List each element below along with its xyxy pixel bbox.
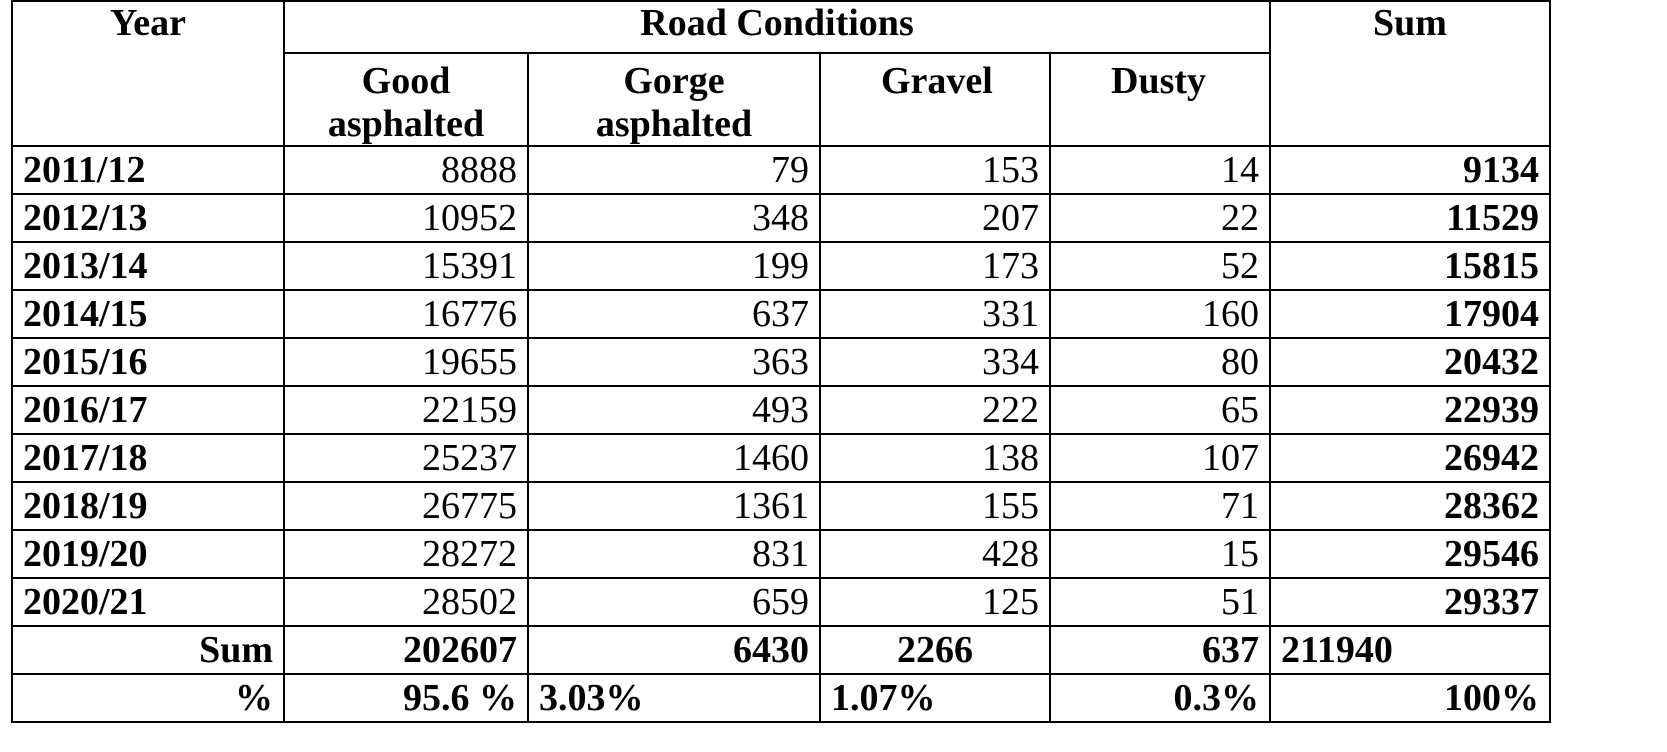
value-cell: 173 (820, 242, 1050, 290)
table-row (12, 482, 1550, 530)
value-cell: 65 (1050, 386, 1270, 434)
year-cell: 2020/21 (12, 578, 284, 626)
value-cell: 160 (1050, 290, 1270, 338)
gorge-asphalted-header: Gorge asphalted (528, 53, 820, 146)
value-cell: 51 (1050, 578, 1270, 626)
table-row (12, 338, 1550, 386)
totals-row (12, 626, 1550, 674)
value-cell: 348 (528, 194, 820, 242)
year-cell: 2011/12 (12, 146, 284, 194)
value-cell: 71 (1050, 482, 1270, 530)
row-sum-cell: 22939 (1270, 386, 1550, 434)
value-cell: 28502 (284, 578, 528, 626)
road-conditions-header: Road Conditions (284, 1, 1270, 53)
dusty-header: Dusty (1050, 53, 1270, 146)
value-cell: 659 (528, 578, 820, 626)
value-cell: 79 (528, 146, 820, 194)
value-cell: 1460 (528, 434, 820, 482)
value-cell: 138 (820, 434, 1050, 482)
value-cell: 8888 (284, 146, 528, 194)
value-cell: 107 (1050, 434, 1270, 482)
value-cell: 19655 (284, 338, 528, 386)
row-sum-cell: 17904 (1270, 290, 1550, 338)
header-row (12, 1, 1550, 53)
year-cell: 2017/18 (12, 434, 284, 482)
value-cell: 28272 (284, 530, 528, 578)
good-asphalted-header: Good asphalted (284, 53, 528, 146)
percent-total-cell: 100% (1270, 674, 1550, 722)
year-cell: 2018/19 (12, 482, 284, 530)
road-conditions-table (11, 0, 1551, 723)
value-cell: 52 (1050, 242, 1270, 290)
year-cell: 2012/13 (12, 194, 284, 242)
table-row (12, 290, 1550, 338)
row-sum-cell: 29546 (1270, 530, 1550, 578)
value-cell: 80 (1050, 338, 1270, 386)
value-cell: 222 (820, 386, 1050, 434)
value-cell: 125 (820, 578, 1050, 626)
value-cell: 199 (528, 242, 820, 290)
total-cell: 202607 (284, 626, 528, 674)
value-cell: 10952 (284, 194, 528, 242)
value-cell: 22159 (284, 386, 528, 434)
value-cell: 25237 (284, 434, 528, 482)
percent-label: % (12, 674, 284, 722)
value-cell: 207 (820, 194, 1050, 242)
value-cell: 155 (820, 482, 1050, 530)
row-sum-cell: 9134 (1270, 146, 1550, 194)
row-sum-cell: 29337 (1270, 578, 1550, 626)
value-cell: 331 (820, 290, 1050, 338)
percent-row (12, 674, 1550, 722)
value-cell: 26775 (284, 482, 528, 530)
totals-label: Sum (12, 626, 284, 674)
value-cell: 637 (528, 290, 820, 338)
value-cell: 15 (1050, 530, 1270, 578)
row-sum-cell: 28362 (1270, 482, 1550, 530)
year-cell: 2019/20 (12, 530, 284, 578)
percent-cell: 3.03% (528, 674, 820, 722)
table-row (12, 194, 1550, 242)
value-cell: 1361 (528, 482, 820, 530)
value-cell: 153 (820, 146, 1050, 194)
row-sum-cell: 15815 (1270, 242, 1550, 290)
year-cell: 2016/17 (12, 386, 284, 434)
row-sum-cell: 20432 (1270, 338, 1550, 386)
row-sum-cell: 26942 (1270, 434, 1550, 482)
grand-total-cell: 211940 (1270, 626, 1550, 674)
percent-cell: 95.6 % (284, 674, 528, 722)
total-cell: 6430 (528, 626, 820, 674)
table-row (12, 530, 1550, 578)
percent-cell: 1.07% (820, 674, 1050, 722)
sum-header: Sum (1270, 1, 1550, 146)
value-cell: 493 (528, 386, 820, 434)
value-cell: 22 (1050, 194, 1270, 242)
total-cell: 2266 (820, 626, 1050, 674)
year-cell: 2015/16 (12, 338, 284, 386)
year-cell: 2013/14 (12, 242, 284, 290)
value-cell: 363 (528, 338, 820, 386)
table-row (12, 146, 1550, 194)
row-sum-cell: 11529 (1270, 194, 1550, 242)
year-header: Year (12, 1, 284, 146)
table-row (12, 386, 1550, 434)
value-cell: 428 (820, 530, 1050, 578)
table-row (12, 434, 1550, 482)
percent-cell: 0.3% (1050, 674, 1270, 722)
year-cell: 2014/15 (12, 290, 284, 338)
value-cell: 831 (528, 530, 820, 578)
total-cell: 637 (1050, 626, 1270, 674)
gravel-header: Gravel (820, 53, 1050, 146)
value-cell: 334 (820, 338, 1050, 386)
value-cell: 14 (1050, 146, 1270, 194)
value-cell: 16776 (284, 290, 528, 338)
value-cell: 15391 (284, 242, 528, 290)
table-row (12, 242, 1550, 290)
table-row (12, 578, 1550, 626)
